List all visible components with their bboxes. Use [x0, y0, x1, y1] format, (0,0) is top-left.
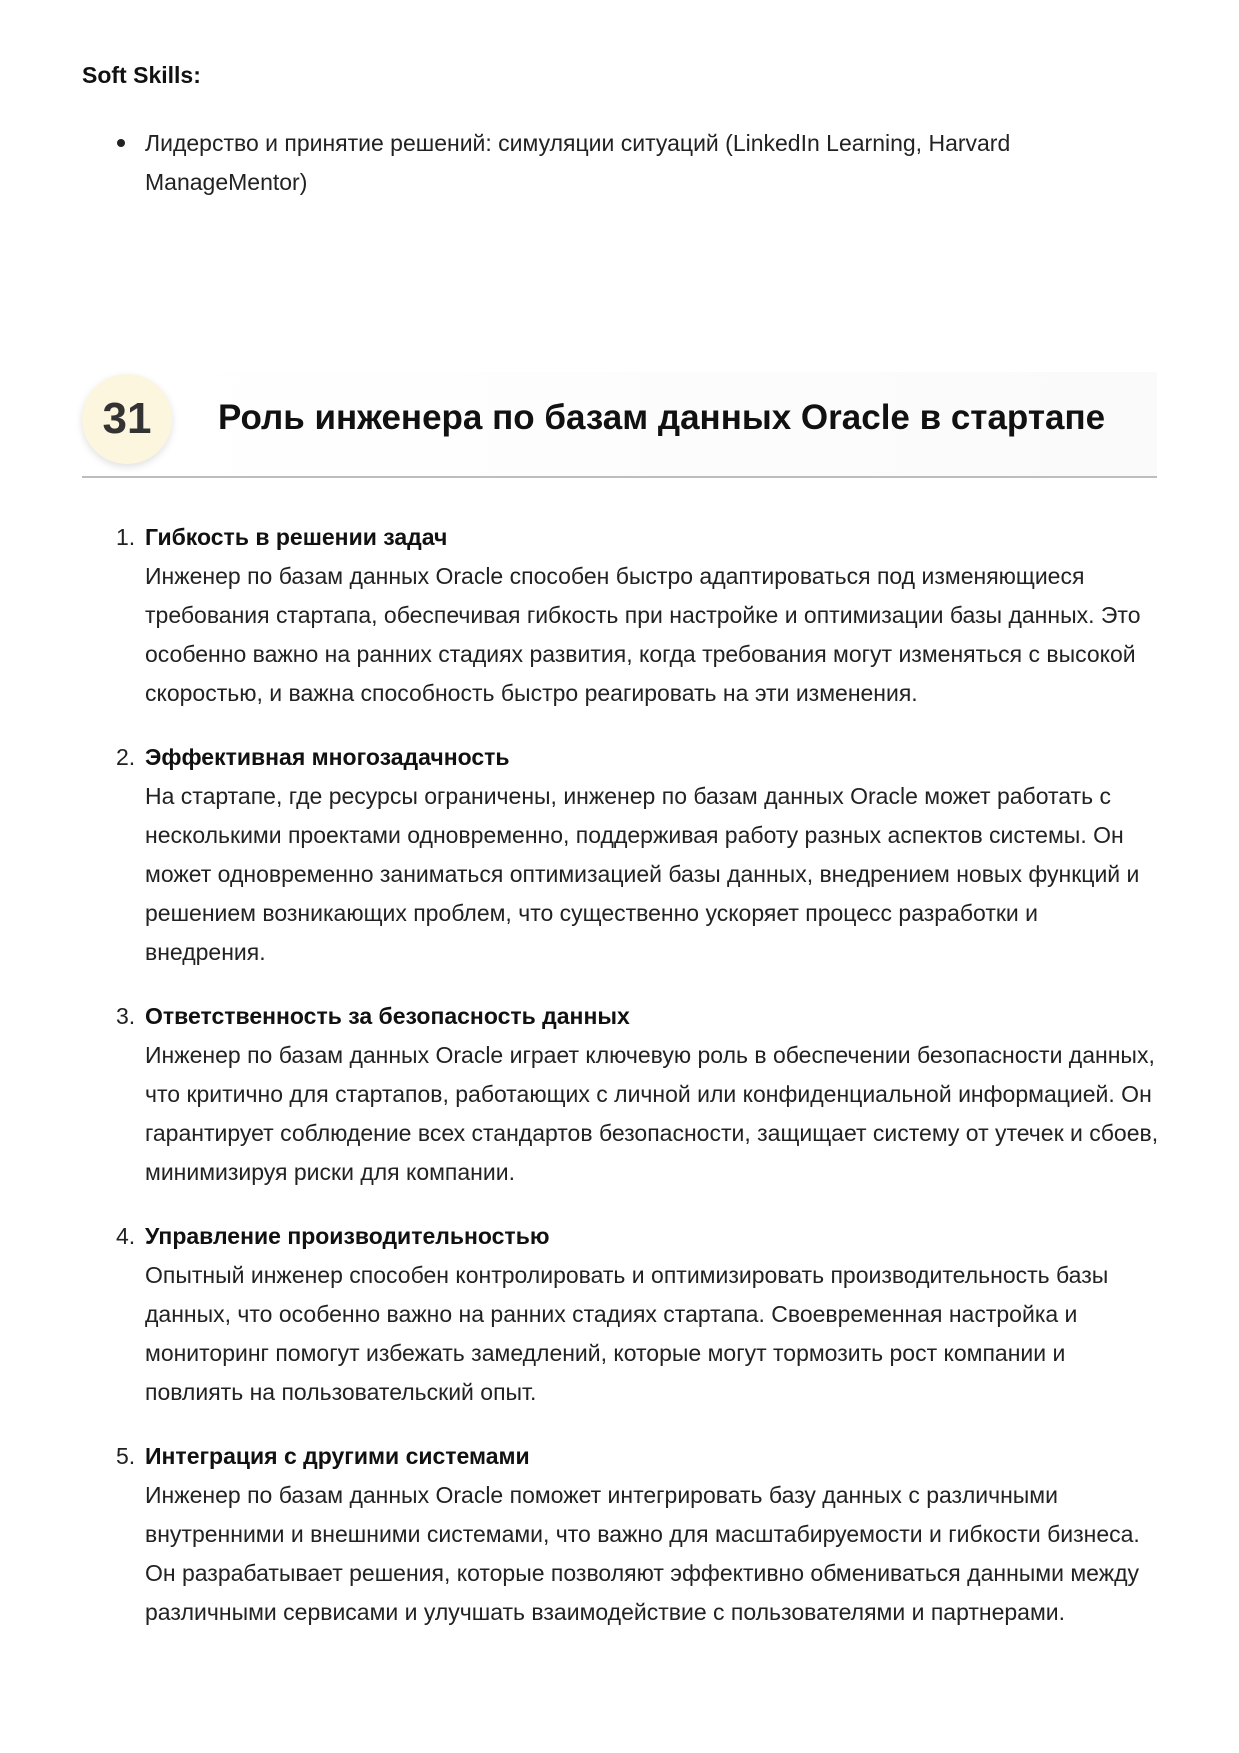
item-body: Инженер по базам данных Oracle способен быстро адаптироваться под изменяющиеся требования стартапа, обеспечивая гибкость при настройке и оптимизации базы данных. Это особенно важно на ранних стадиях развития, когда требования могут изменяться с высокой скоростью, и важна способность быстро реагировать на эти изменения. — [145, 563, 1141, 706]
section-header — [82, 372, 1157, 478]
item-body: На стартапе, где ресурсы ограничены, инженер по базам данных Oracle может работать с несколькими проектами одновременно, поддерживая работу разных аспектов системы. Он может одновременно заниматься оптимизацией базы данных, внедрением новых функций и решением возникающих проблем, что существенно ускоряет процесс разработки и внедрения. — [145, 783, 1140, 965]
soft-skills-heading: Soft Skills: — [82, 62, 201, 88]
bullet-icon — [117, 139, 125, 147]
item-number: 5. — [116, 1443, 136, 1469]
bullet-text: Лидерство и принятие решений: симуляции ситуаций (LinkedIn Learning, Harvard ManageMentor) — [145, 130, 1011, 195]
section-title: Роль инженера по базам данных Oracle в стартапе — [218, 398, 1106, 437]
item-title: Управление производительностью — [145, 1223, 550, 1249]
section-number-badge: 31 — [82, 374, 172, 464]
item-title: Ответственность за безопасность данных — [145, 1003, 630, 1029]
item-number: 1. — [116, 524, 136, 550]
list-item — [82, 518, 1162, 713]
item-body: Инженер по базам данных Oracle поможет интегрировать базу данных с различными внутренними и внешними системами, что важно для масштабируемости и гибкости бизнеса. Он разрабатывает решения, которые позволяют эффективно обмениваться данными между различными сервисами и улучшать взаимодействие с пользователями и партнерами. — [145, 1482, 1140, 1625]
item-title: Интеграция с другими системами — [145, 1443, 530, 1469]
list-item — [82, 124, 1162, 202]
numbered-list — [82, 518, 1162, 1657]
item-body: Инженер по базам данных Oracle играет ключевую роль в обеспечении безопасности данных, что критично для стартапов, работающих с личной или конфиденциальной информацией. Он гарантирует соблюдение всех стандартов безопасности, защищает систему от утечек и сбоев, минимизируя риски для компании. — [145, 1042, 1159, 1185]
item-number: 3. — [116, 1003, 136, 1029]
list-item — [82, 1437, 1162, 1632]
item-title: Эффективная многозадачность — [145, 744, 510, 770]
item-title: Гибкость в решении задач — [145, 524, 448, 550]
item-body: Опытный инженер способен контролировать и оптимизировать производительность базы данных, что особенно важно на ранних стадиях стартапа. Своевременная настройка и мониторинг помогут избежать замедлений, которые могут тормозить рост компании и повлиять на пользовательский опыт. — [145, 1262, 1109, 1405]
list-item — [82, 738, 1162, 972]
item-number: 2. — [116, 744, 136, 770]
item-number: 4. — [116, 1223, 136, 1249]
list-item — [82, 997, 1162, 1192]
list-item — [82, 1217, 1162, 1412]
soft-skills-list — [82, 124, 1162, 202]
